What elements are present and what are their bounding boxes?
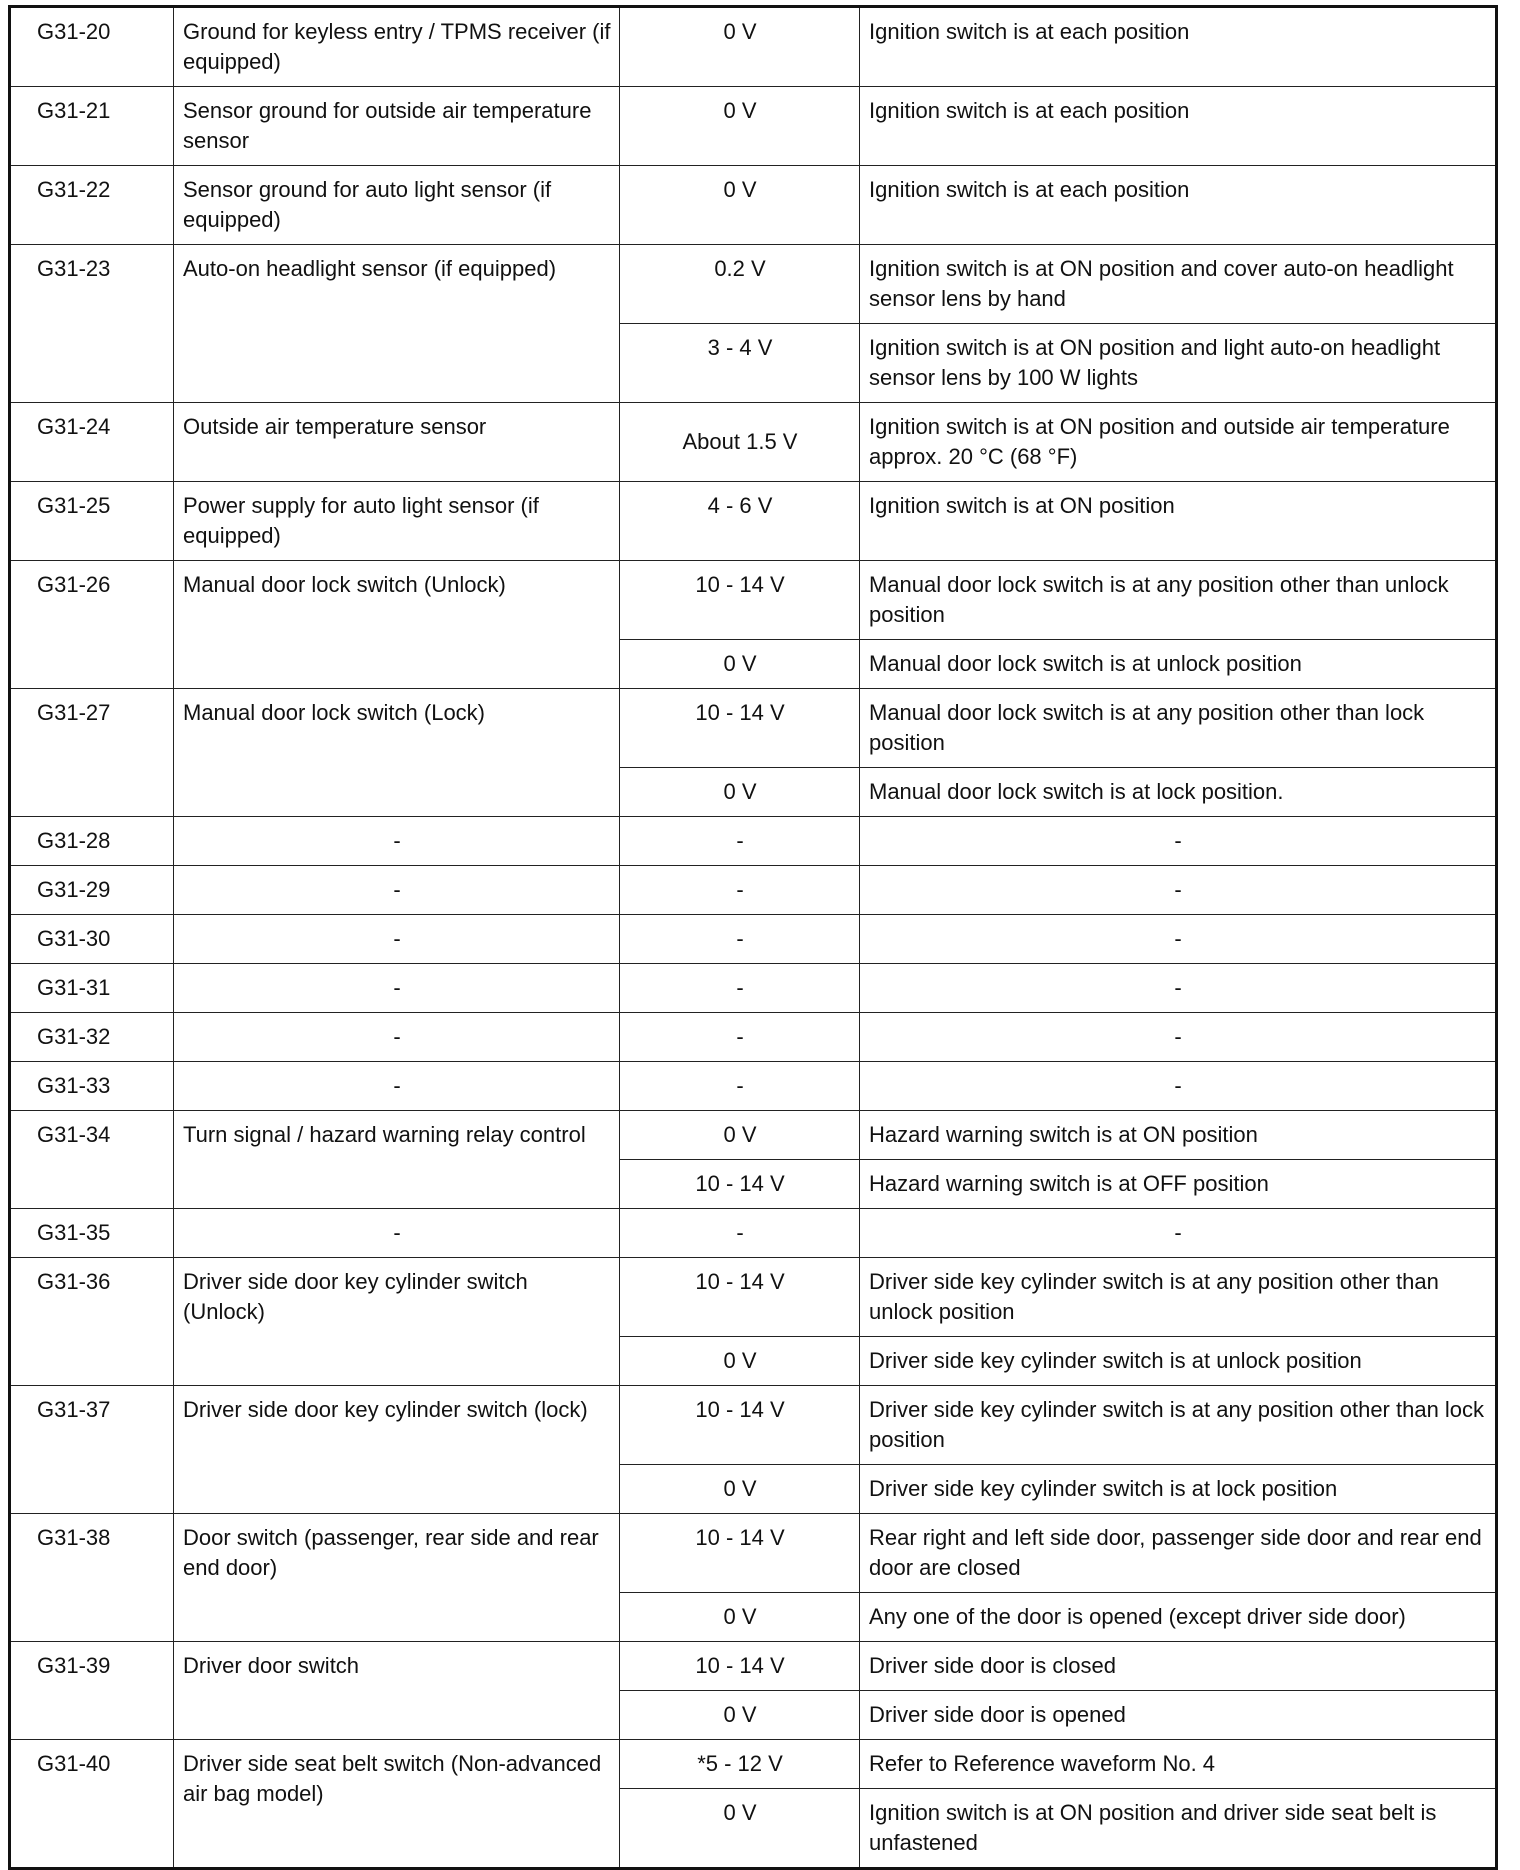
pin-description: Driver side door key cylinder switch (lock) [174,1386,620,1514]
table-body [10,7,1497,1869]
measurement-condition: Ignition switch is at ON position and driver side seat belt is unfastened [860,1789,1497,1869]
pin-number: G31-37 [10,1386,174,1514]
pin-description: Outside air temperature sensor [174,403,620,482]
pin-number: G31-32 [10,1013,174,1062]
measurement-condition: Ignition switch is at each position [860,7,1497,87]
pin-number: G31-38 [10,1514,174,1642]
pin-number: G31-39 [10,1642,174,1740]
pin-description: Sensor ground for auto light sensor (if equipped) [174,166,620,245]
pin-number: G31-30 [10,915,174,964]
measurement-condition: - [860,866,1497,915]
pin-number: G31-29 [10,866,174,915]
pin-description: Power supply for auto light sensor (if equipped) [174,482,620,561]
voltage-value: 0 V [620,1111,860,1160]
pin-description: Turn signal / hazard warning relay control [174,1111,620,1209]
measurement-condition: Ignition switch is at each position [860,87,1497,166]
table-row [10,1642,1497,1691]
pin-number: G31-24 [10,403,174,482]
pin-number: G31-31 [10,964,174,1013]
pin-description: Door switch (passenger, rear side and rear end door) [174,1514,620,1642]
voltage-value: 0.2 V [620,245,860,324]
voltage-value: - [620,1062,860,1111]
voltage-value: 0 V [620,768,860,817]
pin-description: - [174,866,620,915]
measurement-condition: Hazard warning switch is at ON position [860,1111,1497,1160]
voltage-value: 10 - 14 V [620,689,860,768]
measurement-condition: Manual door lock switch is at any position other than unlock position [860,561,1497,640]
table-row [10,7,1497,87]
pin-number: G31-23 [10,245,174,403]
voltage-value: 0 V [620,640,860,689]
pin-number: G31-26 [10,561,174,689]
voltage-value: 10 - 14 V [620,1642,860,1691]
table-row [10,1111,1497,1160]
measurement-condition: - [860,915,1497,964]
table-row [10,817,1497,866]
pin-number: G31-34 [10,1111,174,1209]
measurement-condition: - [860,817,1497,866]
pin-description: Sensor ground for outside air temperature sensor [174,87,620,166]
measurement-condition: - [860,964,1497,1013]
voltage-value: 10 - 14 V [620,561,860,640]
voltage-value: - [620,964,860,1013]
pin-number: G31-28 [10,817,174,866]
measurement-condition: Driver side key cylinder switch is at any position other than unlock position [860,1258,1497,1337]
measurement-condition: - [860,1062,1497,1111]
voltage-value: - [620,866,860,915]
table-row [10,1013,1497,1062]
voltage-value: 0 V [620,1691,860,1740]
pin-description: - [174,1062,620,1111]
pin-description: Driver side seat belt switch (Non-advanced air bag model) [174,1740,620,1869]
table-row [10,166,1497,245]
table-row [10,1514,1497,1593]
measurement-condition: Hazard warning switch is at OFF position [860,1160,1497,1209]
measurement-condition: Ignition switch is at ON position and outside air temperature approx. 20 °C (68 °F) [860,403,1497,482]
voltage-value: - [620,915,860,964]
measurement-condition: Driver side key cylinder switch is at unlock position [860,1337,1497,1386]
voltage-value: 4 - 6 V [620,482,860,561]
table-row [10,964,1497,1013]
voltage-value: *5 - 12 V [620,1740,860,1789]
measurement-condition: Driver side door is opened [860,1691,1497,1740]
voltage-value: 10 - 14 V [620,1258,860,1337]
table-row [10,689,1497,768]
pin-number: G31-20 [10,7,174,87]
voltage-value: 0 V [620,1789,860,1869]
measurement-condition: Manual door lock switch is at any position other than lock position [860,689,1497,768]
voltage-value: - [620,817,860,866]
table-row [10,1740,1497,1789]
measurement-condition: Rear right and left side door, passenger side door and rear end door are closed [860,1514,1497,1593]
table-row [10,1258,1497,1337]
measurement-condition: - [860,1013,1497,1062]
measurement-condition: Driver side key cylinder switch is at any position other than lock position [860,1386,1497,1465]
measurement-condition: Ignition switch is at ON position and cover auto-on headlight sensor lens by hand [860,245,1497,324]
measurement-condition: Refer to Reference waveform No. 4 [860,1740,1497,1789]
voltage-value: 3 - 4 V [620,324,860,403]
measurement-condition: Ignition switch is at ON position [860,482,1497,561]
pin-description: - [174,915,620,964]
pin-description: - [174,964,620,1013]
table-row [10,87,1497,166]
table-row [10,561,1497,640]
pin-number: G31-22 [10,166,174,245]
measurement-condition: Ignition switch is at ON position and light auto-on headlight sensor lens by 100 W lights [860,324,1497,403]
table-row [10,1386,1497,1465]
voltage-value: - [620,1209,860,1258]
pin-number: G31-27 [10,689,174,817]
measurement-condition: Driver side door is closed [860,1642,1497,1691]
table-row [10,245,1497,324]
pin-description: - [174,1209,620,1258]
pin-description: Driver door switch [174,1642,620,1740]
table-row [10,482,1497,561]
measurement-condition: - [860,1209,1497,1258]
measurement-condition: Ignition switch is at each position [860,166,1497,245]
pin-description: Manual door lock switch (Unlock) [174,561,620,689]
pin-number: G31-36 [10,1258,174,1386]
pin-description: - [174,1013,620,1062]
voltage-value: 0 V [620,1465,860,1514]
measurement-condition: Any one of the door is opened (except driver side door) [860,1593,1497,1642]
pin-description: Ground for keyless entry / TPMS receiver (if equipped) [174,7,620,87]
pin-description: Auto-on headlight sensor (if equipped) [174,245,620,403]
measurement-condition: Manual door lock switch is at unlock position [860,640,1497,689]
voltage-value: About 1.5 V [620,403,860,482]
table-row [10,915,1497,964]
pin-description: - [174,817,620,866]
voltage-value: - [620,1013,860,1062]
voltage-value: 10 - 14 V [620,1160,860,1209]
pin-number: G31-25 [10,482,174,561]
voltage-value: 0 V [620,87,860,166]
pin-number: G31-35 [10,1209,174,1258]
terminal-voltage-table [8,5,1498,1870]
table-row [10,1209,1497,1258]
voltage-value: 0 V [620,7,860,87]
pin-description: Driver side door key cylinder switch (Unlock) [174,1258,620,1386]
pin-number: G31-33 [10,1062,174,1111]
voltage-value: 10 - 14 V [620,1386,860,1465]
table-row [10,1062,1497,1111]
measurement-condition: Driver side key cylinder switch is at lock position [860,1465,1497,1514]
table-row [10,403,1497,482]
voltage-value: 0 V [620,1593,860,1642]
pin-description: Manual door lock switch (Lock) [174,689,620,817]
pin-number: G31-40 [10,1740,174,1869]
voltage-value: 10 - 14 V [620,1514,860,1593]
voltage-value: 0 V [620,166,860,245]
voltage-value: 0 V [620,1337,860,1386]
pin-number: G31-21 [10,87,174,166]
table-row [10,866,1497,915]
measurement-condition: Manual door lock switch is at lock position. [860,768,1497,817]
